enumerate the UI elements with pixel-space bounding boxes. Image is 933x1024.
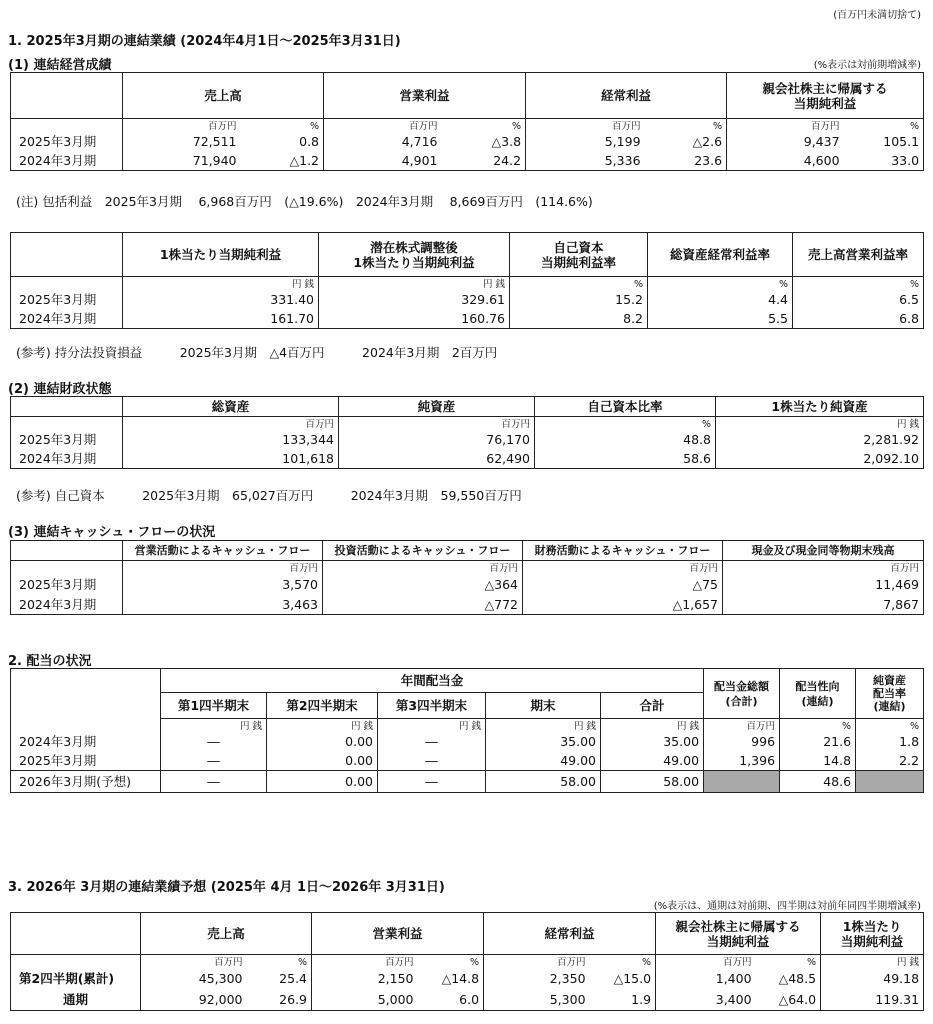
- table-cell: [11, 669, 161, 719]
- header-q3: 第3四半期末: [378, 693, 486, 719]
- table-cell: 百万円: [312, 955, 418, 969]
- equity-note: (参考) 自己資本 2025年3月期 65,027百万円 2024年3月期 59,550百万円: [16, 488, 522, 503]
- table-cell: %: [856, 719, 924, 733]
- table-row: [11, 151, 924, 171]
- table-cell: 0.00: [267, 771, 378, 793]
- table-row: [11, 449, 924, 469]
- table-cell: 2025年3月期: [11, 291, 123, 309]
- header-q2: 第2四半期末: [267, 693, 378, 719]
- table-cell: 2026年3月期(予想): [11, 771, 161, 793]
- table-cell: %: [590, 955, 656, 969]
- table-row: [11, 133, 924, 151]
- table-cell: 円 銭: [123, 277, 319, 291]
- table-cell: △1.2: [241, 151, 324, 171]
- table-cell: 円 銭: [821, 955, 924, 969]
- table-cell: 105.1: [844, 133, 924, 151]
- table-cell: 0.00: [267, 733, 378, 751]
- comprehensive-income-note: (注) 包括利益 2025年3月期 6,968百万円 (△19.6%) 2024年3月期 8,669百万円 (114.6%): [16, 194, 593, 209]
- table-cell: ―: [161, 751, 267, 771]
- table-cell: ―: [378, 733, 486, 751]
- header-financing-cf: 財務活動によるキャッシュ・フロー: [523, 541, 723, 561]
- table-cell: %: [535, 417, 716, 431]
- table-cell: [11, 541, 123, 561]
- table-cell: %: [844, 119, 924, 133]
- table-row-forecast: [11, 771, 924, 793]
- table-cell: %: [510, 277, 648, 291]
- table-cell: 23.6: [645, 151, 727, 171]
- table-cell: ―: [161, 771, 267, 793]
- header-net-assets: 純資産: [339, 397, 535, 417]
- table-cell: 百万円: [323, 561, 523, 575]
- table-cell: 5,000: [312, 989, 418, 1011]
- table-cell: 45,300: [141, 969, 247, 989]
- table-cell: 92,000: [141, 989, 247, 1011]
- table-cell: 8.2: [510, 309, 648, 329]
- table-cell: 160.76: [319, 309, 510, 329]
- table-cell: 百万円: [324, 119, 442, 133]
- fc-header-sales: 売上高: [141, 913, 312, 955]
- table-row: [11, 309, 924, 329]
- table-cell: 49.00: [486, 751, 601, 771]
- table-cell: %: [418, 955, 484, 969]
- header-net-income: 親会社株主に帰属する 当期純利益: [727, 73, 924, 119]
- table-cell: 48.8: [535, 431, 716, 449]
- table-cell: 14.8: [780, 751, 856, 771]
- table-cell: 2.2: [856, 751, 924, 771]
- unit-note: (百万円未満切捨て): [833, 10, 921, 21]
- forecast-title: 3. 2026年 3月期の連結業績予想 (2025年 4月 1日～2026年 3月31日): [8, 880, 445, 895]
- table-cell: 48.6: [780, 771, 856, 793]
- table-cell: 24.2: [442, 151, 526, 171]
- table-cell: 5,199: [526, 133, 645, 151]
- table-cell: 329.61: [319, 291, 510, 309]
- table-cell: [11, 719, 161, 733]
- table-cell: 2025年3月期: [11, 133, 123, 151]
- cash-flow-title: (3) 連結キャッシュ・フローの状況: [8, 525, 216, 540]
- table-cell: %: [645, 119, 727, 133]
- table-row: [11, 431, 924, 449]
- table-cell: 百万円: [123, 119, 241, 133]
- table-cell: 58.6: [535, 449, 716, 469]
- equity-method-note: (参考) 持分法投資損益 2025年3月期 △4百万円 2024年3月期 2百万円: [16, 345, 498, 360]
- table-cell: %: [247, 955, 312, 969]
- header-year-end: 期末: [486, 693, 601, 719]
- table-cell: 1,400: [656, 969, 756, 989]
- header-q1: 第1四半期末: [161, 693, 267, 719]
- table-cell: 第2四半期(累計): [11, 969, 141, 989]
- table-cell: 119.31: [821, 989, 924, 1011]
- table-row: [11, 291, 924, 309]
- header-investing-cf: 投資活動によるキャッシュ・フロー: [323, 541, 523, 561]
- corner-cell: [11, 73, 123, 119]
- table-cell: 2025年3月期: [11, 575, 123, 595]
- table-cell: 通期: [11, 989, 141, 1011]
- table-cell: △3.8: [442, 133, 526, 151]
- header-eps: 1株当たり当期純利益: [123, 233, 319, 277]
- table-cell: 円 銭: [319, 277, 510, 291]
- forecast-pct-note: (%表示は、通期は対前期、四半期は対前年同四半期増減率): [653, 901, 921, 912]
- table-cell: 5,300: [484, 989, 590, 1011]
- table-cell: 3,463: [123, 595, 323, 615]
- header-total-assets: 総資産: [123, 397, 339, 417]
- header-sales: 売上高: [123, 73, 324, 119]
- table-cell: 4,901: [324, 151, 442, 171]
- table-cell: 26.9: [247, 989, 312, 1011]
- table-cell: 9,437: [727, 133, 844, 151]
- table-cell: ―: [378, 771, 486, 793]
- table-cell: 2024年3月期: [11, 733, 161, 751]
- table-cell: 円 銭: [161, 719, 267, 733]
- table-row: [11, 751, 924, 771]
- table-cell: 7,867: [723, 595, 924, 615]
- forecast-table: [10, 912, 924, 1011]
- table-cell: 百万円: [526, 119, 645, 133]
- header-roe: 自己資本 当期純利益率: [510, 233, 648, 277]
- table-cell: 76,170: [339, 431, 535, 449]
- table-cell: 6.0: [418, 989, 484, 1011]
- table-cell: %: [793, 277, 924, 291]
- table-cell: 2024年3月期: [11, 151, 123, 171]
- table-row: [11, 595, 924, 615]
- table-cell: 2025年3月期: [11, 751, 161, 771]
- table-cell: 58.00: [486, 771, 601, 793]
- table-cell: ―: [161, 733, 267, 751]
- financial-position-table: [10, 396, 924, 469]
- table-cell: 百万円: [523, 561, 723, 575]
- table-cell: 百万円: [656, 955, 756, 969]
- table-cell: 2,350: [484, 969, 590, 989]
- fc-header-ordinary-profit: 経常利益: [484, 913, 656, 955]
- financial-position-title: (2) 連結財政状態: [8, 382, 112, 397]
- table-cell: 百万円: [123, 561, 323, 575]
- table-cell: [11, 955, 141, 969]
- table-cell: %: [780, 719, 856, 733]
- table-cell: 3,570: [123, 575, 323, 595]
- dividends-table: [10, 668, 924, 793]
- header-annual-dividends: 年間配当金: [161, 669, 704, 693]
- table-cell: 2024年3月期: [11, 595, 123, 615]
- table-cell: 62,490: [339, 449, 535, 469]
- table-cell: 25.4: [247, 969, 312, 989]
- table-cell: 4,600: [727, 151, 844, 171]
- table-cell: 2024年3月期: [11, 309, 123, 329]
- table-cell: 2025年3月期: [11, 431, 123, 449]
- table-cell: 円 銭: [486, 719, 601, 733]
- table-row: [11, 969, 924, 989]
- table-cell: △64.0: [756, 989, 821, 1011]
- table-cell: [11, 913, 141, 955]
- table-cell: △14.8: [418, 969, 484, 989]
- table-cell: 1.9: [590, 989, 656, 1011]
- table-cell: 百万円: [723, 561, 924, 575]
- dividends-title: 2. 配当の状況: [8, 654, 92, 669]
- table-cell: 百万円: [339, 417, 535, 431]
- table-row: [11, 575, 924, 595]
- table-row: [11, 989, 924, 1011]
- table-cell: 4,716: [324, 133, 442, 151]
- cash-flow-table: [10, 540, 924, 615]
- header-operating-margin: 売上高営業利益率: [793, 233, 924, 277]
- table-cell: 5,336: [526, 151, 645, 171]
- operating-results-table: [10, 72, 924, 171]
- table-cell: 円 銭: [716, 417, 924, 431]
- table-cell: 331.40: [123, 291, 319, 309]
- table-cell: △15.0: [590, 969, 656, 989]
- table-cell: %: [756, 955, 821, 969]
- section1-title: 1. 2025年3月期の連結業績 (2024年4月1日～2025年3月31日): [8, 34, 401, 49]
- table-cell: 21.6: [780, 733, 856, 751]
- header-roa: 総資産経常利益率: [648, 233, 793, 277]
- header-doe: 純資産 配当率 (連結): [856, 669, 924, 719]
- table-cell: △364: [323, 575, 523, 595]
- table-cell: 4.4: [648, 291, 793, 309]
- table-cell: 35.00: [601, 733, 704, 751]
- table-cell: [11, 397, 123, 417]
- table-cell: 58.00: [601, 771, 704, 793]
- table-row: [11, 733, 924, 751]
- table-cell: 1,396: [704, 751, 780, 771]
- table-cell: 49.00: [601, 751, 704, 771]
- table-cell: 15.2: [510, 291, 648, 309]
- table-cell: 996: [704, 733, 780, 751]
- table-cell: △75: [523, 575, 723, 595]
- table-cell: 35.00: [486, 733, 601, 751]
- table-cell: 49.18: [821, 969, 924, 989]
- per-share-table: [10, 232, 924, 329]
- table-cell: 1.8: [856, 733, 924, 751]
- table-cell: 0.00: [267, 751, 378, 771]
- table-cell: △48.5: [756, 969, 821, 989]
- fc-header-eps: 1株当たり 当期純利益: [821, 913, 924, 955]
- table-cell: 6.5: [793, 291, 924, 309]
- fc-header-operating-profit: 営業利益: [312, 913, 484, 955]
- table-cell: 円 銭: [267, 719, 378, 733]
- table-cell: 0.8: [241, 133, 324, 151]
- header-operating-profit: 営業利益: [324, 73, 526, 119]
- table-cell: 33.0: [844, 151, 924, 171]
- table-cell: 5.5: [648, 309, 793, 329]
- table-cell: 2024年3月期: [11, 449, 123, 469]
- table-cell: %: [442, 119, 526, 133]
- fc-header-net-income: 親会社株主に帰属する 当期純利益: [656, 913, 821, 955]
- table-cell: △2.6: [645, 133, 727, 151]
- table-cell: △772: [323, 595, 523, 615]
- header-ordinary-profit: 経常利益: [526, 73, 727, 119]
- table-cell: 円 銭: [378, 719, 486, 733]
- header-equity-ratio: 自己資本比率: [535, 397, 716, 417]
- table-cell: [11, 417, 123, 431]
- table-cell: %: [241, 119, 324, 133]
- table-cell: [11, 561, 123, 575]
- subsection-operating-results: (1) 連結経営成績: [8, 58, 112, 73]
- table-cell: 2,092.10: [716, 449, 924, 469]
- table-cell: [11, 277, 123, 291]
- table-cell: [11, 233, 123, 277]
- header-diluted-eps: 潜在株式調整後 1株当たり当期純利益: [319, 233, 510, 277]
- header-payout-ratio: 配当性向 (連結): [780, 669, 856, 719]
- table-cell: [11, 119, 123, 133]
- table-cell: %: [648, 277, 793, 291]
- table-cell: 11,469: [723, 575, 924, 595]
- table-cell: 133,344: [123, 431, 339, 449]
- table-cell: 6.8: [793, 309, 924, 329]
- table-cell: 101,618: [123, 449, 339, 469]
- header-total-dividends: 配当金総額 (合計): [704, 669, 780, 719]
- table-cell: 3,400: [656, 989, 756, 1011]
- table-cell: △1,657: [523, 595, 723, 615]
- table-cell: 72,511: [123, 133, 241, 151]
- header-bps: 1株当たり純資産: [716, 397, 924, 417]
- pct-note: (%表示は対前期増減率): [813, 60, 921, 71]
- table-cell: 百万円: [123, 417, 339, 431]
- header-operating-cf: 営業活動によるキャッシュ・フロー: [123, 541, 323, 561]
- table-cell: 百万円: [484, 955, 590, 969]
- table-cell: 2,281.92: [716, 431, 924, 449]
- table-cell: ―: [378, 751, 486, 771]
- table-cell: 円 銭: [601, 719, 704, 733]
- table-cell: 2,150: [312, 969, 418, 989]
- shaded-cell: [856, 771, 924, 793]
- header-cash-end: 現金及び現金同等物期末残高: [723, 541, 924, 561]
- table-cell: 71,940: [123, 151, 241, 171]
- header-total: 合計: [601, 693, 704, 719]
- table-cell: 百万円: [704, 719, 780, 733]
- table-cell: 161.70: [123, 309, 319, 329]
- shaded-cell: [704, 771, 780, 793]
- table-cell: 百万円: [727, 119, 844, 133]
- table-cell: 百万円: [141, 955, 247, 969]
